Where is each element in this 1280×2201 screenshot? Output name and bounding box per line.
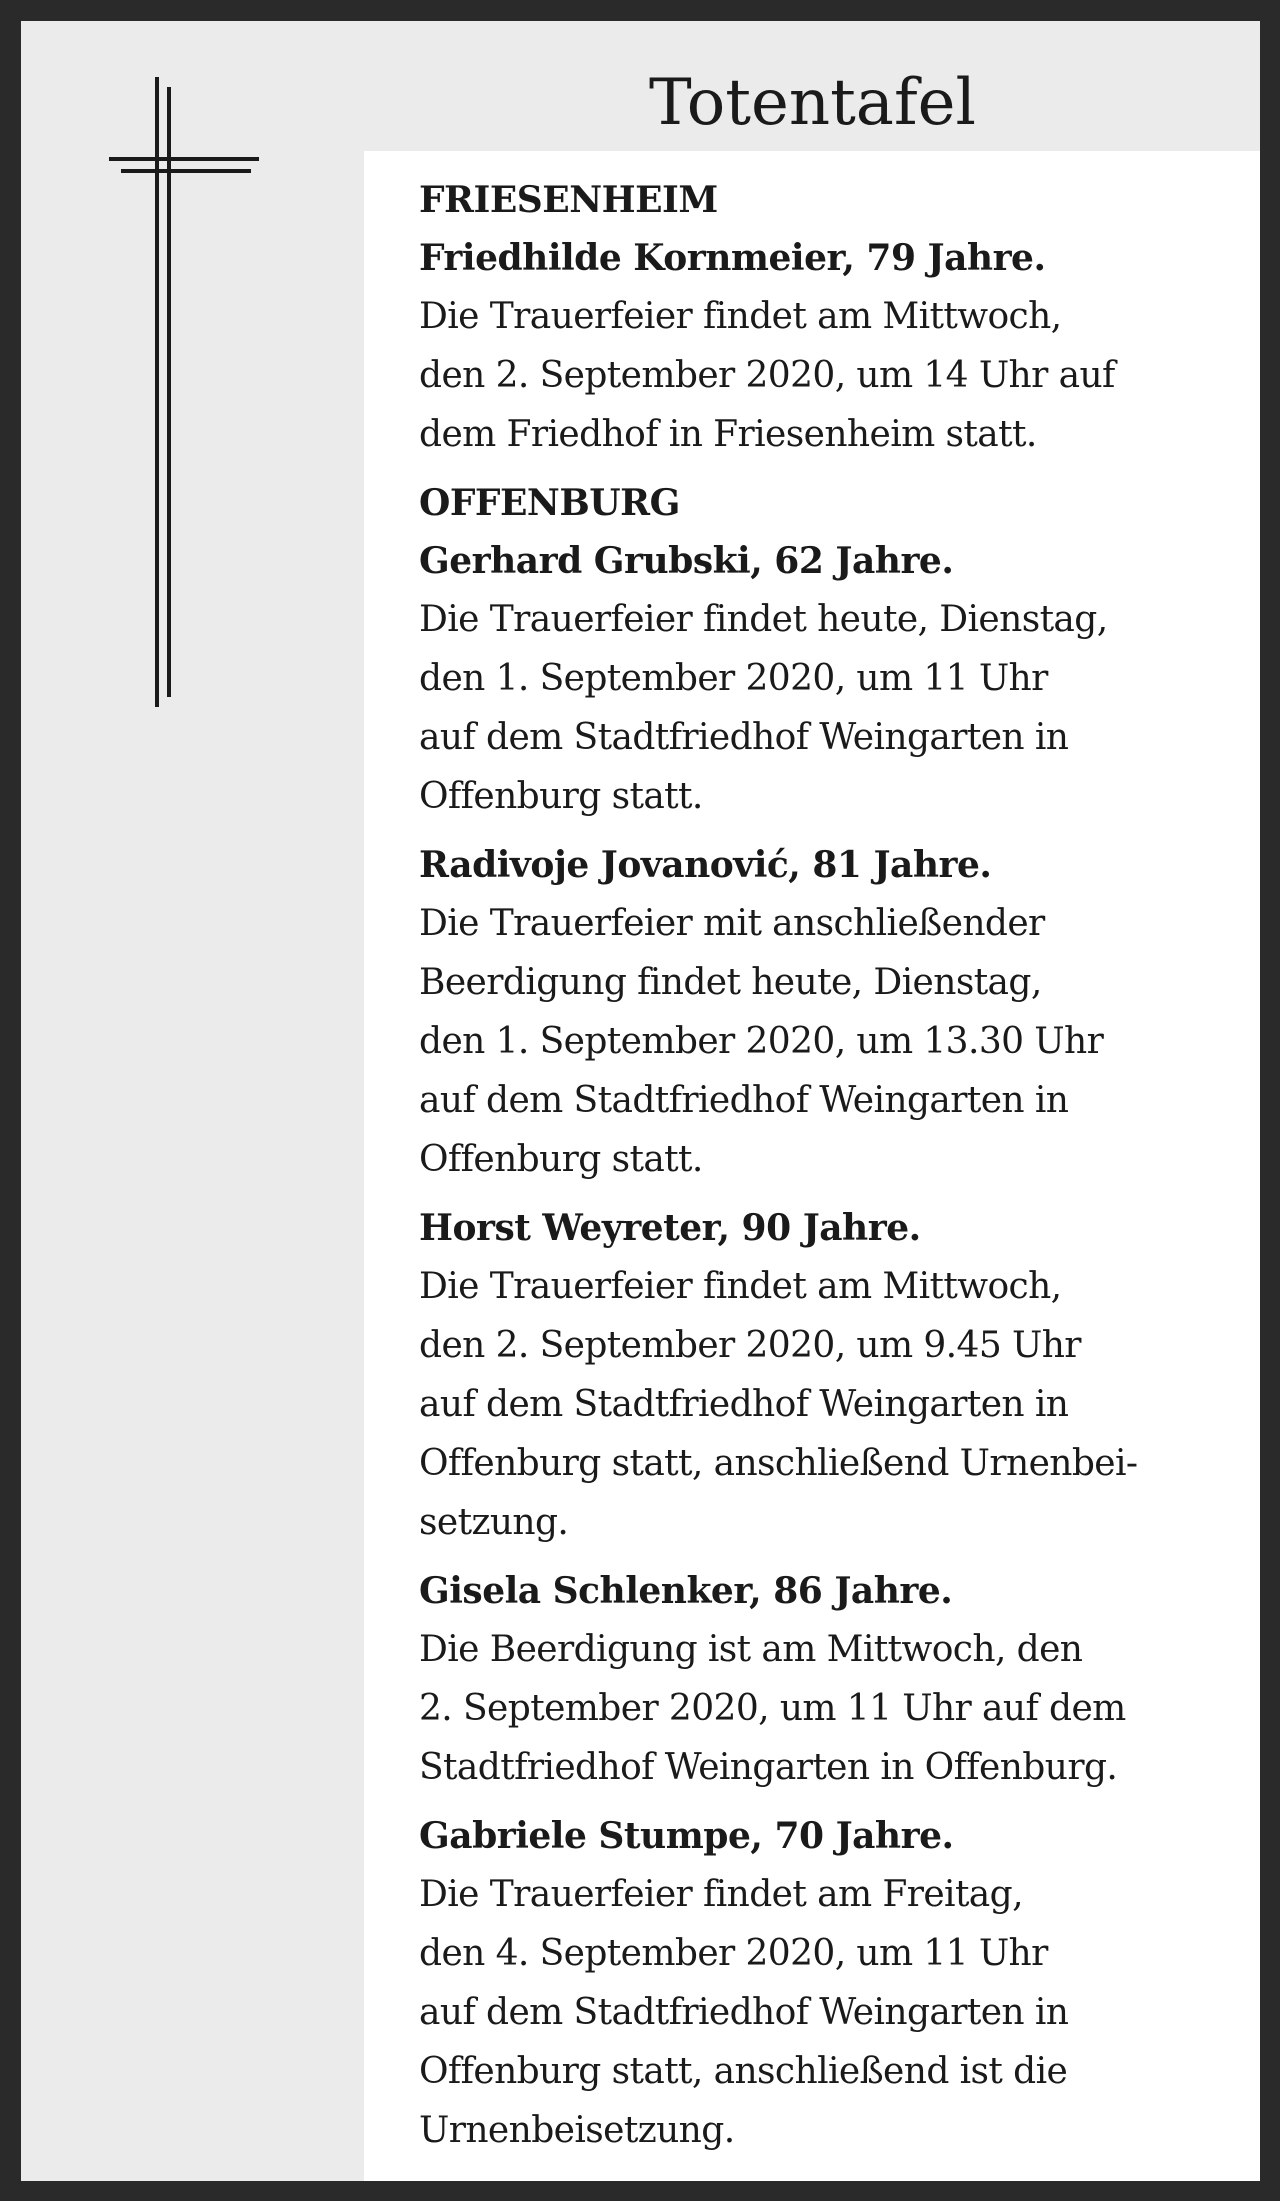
service-details-line: den 1. September 2020, um 13.30 Uhr [419, 1021, 1104, 1062]
obituary-panel [21, 21, 1260, 2181]
obituary-entry [419, 229, 1220, 464]
service-details-line: Die Trauerfeier findet heute, Dienstag, [419, 599, 1108, 640]
service-details-line: den 4. September 2020, um 11 Uhr [419, 1933, 1048, 1974]
town-heading: FRIESENHEIM [419, 179, 718, 221]
deceased-name: Gisela Schlenker, 86 Jahre. [419, 1570, 953, 1612]
service-details-line: Stadtfriedhof Weingarten in Offenburg. [419, 1747, 1118, 1788]
service-details-line: Urnenbeisetzung. [419, 2110, 735, 2151]
service-details-line: den 2. September 2020, um 14 Uhr auf [419, 355, 1115, 396]
service-details-line: Die Trauerfeier findet am Mittwoch, [419, 296, 1062, 337]
deceased-name: Radivoje Jovanović, 81 Jahre. [419, 844, 992, 886]
service-details-line: Offenburg statt, anschließend Urnenbei- [419, 1443, 1138, 1484]
service-details-line: den 2. September 2020, um 9.45 Uhr [419, 1325, 1081, 1366]
service-details-line: auf dem Stadtfriedhof Weingarten in [419, 1992, 1069, 2033]
obituary-entry [419, 532, 1220, 826]
obituary-entry [419, 836, 1220, 1189]
service-details-line: Offenburg statt. [419, 1139, 703, 1180]
deceased-name: Friedhilde Kornmeier, 79 Jahre. [419, 237, 1046, 279]
service-details-line: auf dem Stadtfriedhof Weingarten in [419, 1080, 1069, 1121]
deceased-name: Gabriele Stumpe, 70 Jahre. [419, 1815, 954, 1857]
service-details-line: auf dem Stadtfriedhof Weingarten in [419, 717, 1069, 758]
service-details-line: Die Trauerfeier findet am Mittwoch, [419, 1266, 1062, 1307]
town-heading: OFFENBURG [419, 482, 680, 524]
obituary-entry [419, 1562, 1220, 1797]
service-details-line: auf dem Stadtfriedhof Weingarten in [419, 1384, 1069, 1425]
service-details-line: den 1. September 2020, um 11 Uhr [419, 658, 1048, 699]
service-details-line: Die Trauerfeier mit anschließender [419, 903, 1045, 944]
cross-icon [109, 77, 269, 707]
obituary-entry [419, 1199, 1220, 1552]
service-details-line: Offenburg statt. [419, 776, 703, 817]
deceased-name: Horst Weyreter, 90 Jahre. [419, 1207, 921, 1249]
service-details-line: Die Beerdigung ist am Mittwoch, den [419, 1629, 1083, 1670]
service-details-line: dem Friedhof in Friesenheim statt. [419, 414, 1037, 455]
obituary-entry [419, 1807, 1220, 2160]
service-details-line: Beerdigung findet heute, Dienstag, [419, 962, 1042, 1003]
obituary-list [364, 151, 1260, 2181]
service-details-line: Offenburg statt, anschließend ist die [419, 2051, 1068, 2092]
service-details-line: Die Trauerfeier findet am Freitag, [419, 1874, 1023, 1915]
page-title: Totentafel [649, 66, 976, 140]
service-details-line: 2. September 2020, um 11 Uhr auf dem [419, 1688, 1126, 1729]
deceased-name: Gerhard Grubski, 62 Jahre. [419, 540, 954, 582]
service-details-line: setzung. [419, 1502, 569, 1543]
